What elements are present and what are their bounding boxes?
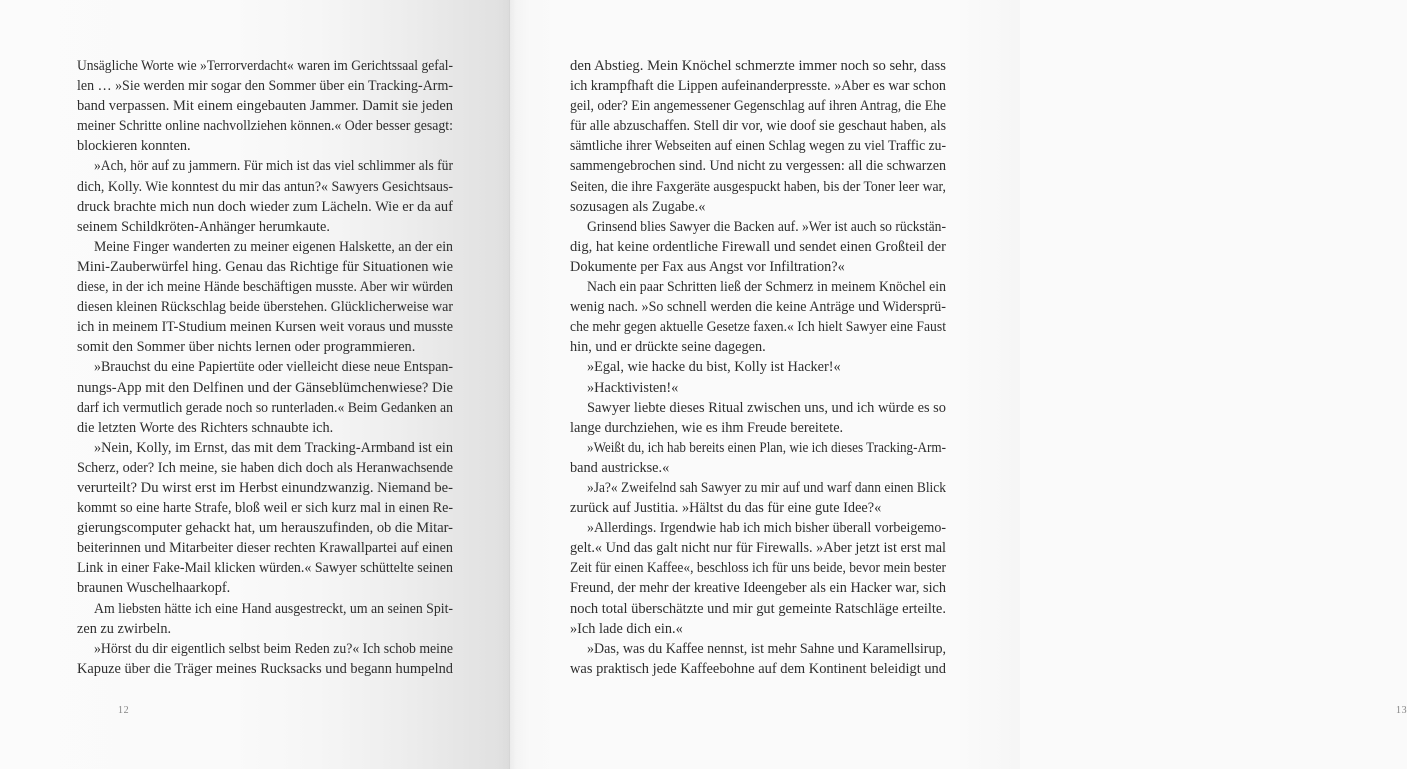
text-line: »Brauchst du eine Papiertüte oder vielleicht diese neue Entspan- [94, 359, 453, 376]
text-line: Am liebsten hätte ich eine Hand ausgestreckt, um an seinen Spit- [94, 600, 453, 617]
text-line: ich krampfhaft die Lippen aufeinanderpresste. »Aber es war schon [570, 78, 946, 95]
text-line: zen zu zwirbeln. [77, 620, 172, 637]
text-line: len … »Sie werden mir sogar den Sommer über ein Tracking-Arm- [77, 78, 453, 95]
text-line: Grinsend blies Sawyer die Backen auf. »Wer ist auch so rückstän- [587, 218, 946, 235]
text-line: hin, und er drückte seine dagegen. [570, 339, 766, 356]
text-line: nungs-App mit den Delfinen und der Gänseblümchenwiese? Die [77, 379, 453, 396]
text-line: Sawyer liebte dieses Ritual zwischen uns, und ich würde es so [587, 399, 946, 416]
text-line: braunen Wuschelhaarkopf. [77, 580, 231, 597]
text-line: »Allerdings. Irgendwie hab ich mich bisher überall vorbeigemo- [587, 520, 946, 537]
text-line: Unsägliche Worte wie »Terrorverdacht« waren im Gerichtssaal gefal- [77, 58, 453, 74]
text-line: druck brachte mich nun doch wieder zum Lächeln. Wie er da auf [77, 198, 453, 215]
text-line: Freund, der mehr der kreative Ideengeber als ein Hacker war, sich [570, 580, 946, 597]
page-right-number: 13 [1396, 705, 1407, 716]
text-line: geil, oder? Ein angemessener Gegenschlag auf ihren Antrag, die Ehe [570, 98, 946, 115]
text-line: sozusagen als Zugabe.« [570, 198, 706, 215]
text-line: »Ach, hör auf zu jammern. Für mich ist das viel schlimmer als für [94, 158, 453, 175]
page-left-number: 12 [118, 705, 130, 716]
text-line: »Nein, Kolly, im Ernst, das mit dem Tracking-Armband ist ein [94, 439, 454, 456]
text-line: blockieren konnten. [77, 138, 191, 155]
text-line: dich, Kolly. Wie konntest du mir das antun?« Sawyers Gesichtsaus- [77, 178, 453, 195]
text-line: »Weißt du, ich hab bereits einen Plan, wie ich dieses Tracking-Arm- [587, 439, 946, 456]
text-line: Nach ein paar Schritten ließ der Schmerz in meinem Knöchel ein [587, 279, 946, 296]
text-line: gierungscomputer gehackt hat, um herauszufinden, ob die Mitar- [77, 520, 453, 537]
text-line: lange durchziehen, wie es ihm Freude bereitete. [570, 419, 844, 436]
text-line: darf ich vermutlich gerade noch so runterladen.« Beim Gedanken an [77, 399, 453, 416]
text-line: Kapuze über die Träger meines Rucksacks und begann humpelnd [77, 660, 454, 677]
text-line: seinem Schildkröten-Anhänger herumkaute. [77, 218, 330, 235]
text-line: dig, hat keine ordentliche Firewall und sendet einen Großteil der [570, 238, 946, 255]
text-line: »Hörst du dir eigentlich selbst beim Reden zu?« Ich schob meine [94, 640, 453, 657]
text-line: Link in einer Fake-Mail klicken würden.« Sawyer schüttelte seinen [77, 560, 453, 577]
text-line: meiner Schritte online nachvollziehen können.« Oder besser gesagt: [77, 118, 453, 135]
text-line: was praktisch jede Kaffeebohne auf dem Kontinent beleidigt und [570, 660, 946, 677]
text-line: ich in meinem IT-Studium meinen Kursen weit voraus und musste [77, 319, 453, 336]
text-line: den Abstieg. Mein Knöchel schmerzte immer noch so sehr, dass [570, 58, 946, 74]
text-line: Zeit für einen Kaffee«, beschloss ich für uns beide, bevor mein bester [570, 560, 946, 577]
text-line: Seiten, die ihre Faxgeräte ausgespuckt haben, bis der Toner leer war, [570, 178, 946, 195]
text-line: für alle abzuschaffen. Stell dir vor, wie doof sie geschaut haben, als [570, 118, 946, 135]
text-line: Scherz, oder? Ich meine, sie haben dich doch als Heranwachsende [77, 459, 453, 476]
text-line: band austrickse.« [570, 459, 670, 476]
text-line: »Ja?« Zweifelnd sah Sawyer zu mir auf und warf dann einen Blick [587, 479, 946, 496]
text-line: sammengebrochen sind. Und nicht zu vergessen: all die schwarzen [570, 158, 946, 175]
text-line: zurück auf Justitia. »Hältst du das für eine gute Idee?« [570, 500, 882, 517]
text-line: sämtliche ihrer Webseiten auf einen Schlag wegen zu viel Traffic zu- [570, 138, 946, 155]
text-line: »Das, was du Kaffee nennst, ist mehr Sahne und Karamellsirup, [587, 640, 946, 657]
page-left[interactable] [0, 0, 509, 769]
page-right[interactable] [510, 0, 1407, 769]
text-line: die letzten Worte des Richters schnaubte ich. [77, 419, 334, 436]
text-line: Meine Finger wanderten zu meiner eigenen Halskette, an der ein [94, 238, 453, 255]
text-line: beiterinnen und Mitarbeiter dieser rechten Krawallpartei auf einen [77, 540, 453, 557]
text-line: verurteilt? Du wirst erst im Herbst einundzwanzig. Niemand be- [77, 479, 453, 496]
text-line: »Egal, wie hacke du bist, Kolly ist Hacker!« [587, 359, 841, 376]
text-line: Dokumente per Fax aus Angst vor Infiltration?« [570, 258, 845, 275]
text-line: band verpassen. Mit einem eingebauten Jammer. Damit sie jeden [77, 98, 453, 115]
text-line: kommt so eine harte Strafe, bloß weil er sich kurz mal in einen Re- [77, 500, 453, 517]
text-line: wenig nach. »So schnell werden die keine Anträge und Widersprü- [570, 299, 946, 316]
text-line: diesen kleinen Rückschlag beide überstehen. Glücklicherweise war [77, 299, 453, 316]
text-line: »Ich lade dich ein.« [570, 620, 683, 637]
text-line: »Hacktivisten!« [587, 379, 679, 396]
text-line: somit den Sommer über nichts lernen oder programmieren. [77, 339, 416, 356]
text-line: Mini-Zauberwürfel hing. Genau das Richtige für Situationen wie [77, 258, 453, 275]
text-line: diese, in der ich meine Hände beschäftigen musste. Aber wir würden [77, 279, 453, 296]
page-right-text [570, 56, 946, 679]
text-line: che mehr gegen aktuelle Gesetze faxen.« Ich hielt Sawyer eine Faust [570, 319, 946, 336]
text-line: noch total überschätzte und mir gut gemeinte Ratschläge erteilte. [570, 600, 946, 617]
page-left-text [77, 56, 453, 679]
text-line: gelt.« Und das galt nicht nur für Firewalls. »Aber jetzt ist erst mal [570, 540, 946, 557]
